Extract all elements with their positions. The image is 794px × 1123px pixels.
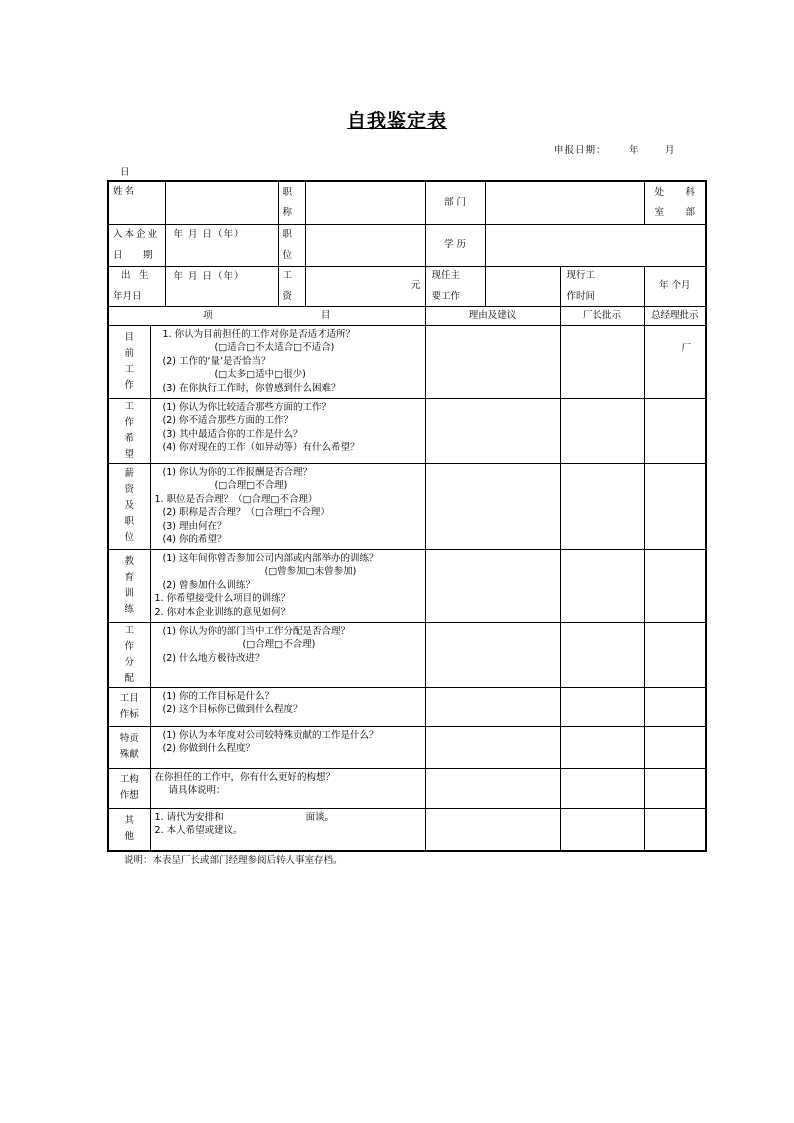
section-label-training: 教 育 训 练 — [108, 549, 150, 622]
work-hope-gm[interactable] — [644, 398, 706, 463]
work-allocation-reason[interactable] — [425, 622, 560, 687]
special-contribution-gm[interactable] — [644, 726, 706, 768]
section-label-special-contribution: 特贡 殊献 — [108, 726, 150, 768]
apply-date-month: 月 — [665, 145, 675, 156]
yuan-unit: 元 — [411, 280, 421, 292]
special-contribution-factory[interactable] — [560, 726, 644, 768]
work-hope-factory[interactable] — [560, 398, 644, 463]
page-title: 自我鉴定表 — [346, 110, 447, 132]
position-field[interactable] — [305, 224, 425, 266]
name-label: 姓名 — [108, 181, 165, 224]
section-label-work-allocation: 工 作 分 配 — [108, 622, 150, 687]
work-ideas-gm[interactable] — [644, 768, 706, 808]
current-work-gm[interactable] — [644, 325, 706, 398]
job-title-field[interactable] — [305, 181, 425, 224]
name-field[interactable] — [165, 181, 278, 224]
education-field[interactable] — [485, 224, 706, 266]
other-questions: 1. 请代为安排和 面谈。 2. 本人希望或建议。 — [150, 808, 425, 851]
work-hope-questions: (1) 你认为你比较适合那些方面的工作？ (2) 你不适合那些方面的工作？ (3) 其中最适合你的工作是什么？ (4) 你对现在的工作（如异动等）有什么希望？ — [150, 398, 425, 463]
join-date-label: 入本企业 日 期 — [108, 224, 165, 266]
other-gm[interactable] — [644, 808, 706, 851]
current-tenure-label: 现行工 作时间 — [560, 266, 644, 306]
reason-header: 理由及建议 — [425, 306, 560, 325]
special-contribution-questions: (1) 你认为本年度对公司较特殊贡献的工作是什么？ (2) 你做到什么程度？ — [150, 726, 425, 768]
apply-date-day: 日 — [120, 167, 130, 178]
work-allocation-gm[interactable] — [644, 622, 706, 687]
position-label: 职 位 — [278, 224, 305, 266]
training-factory[interactable] — [560, 549, 644, 622]
section-label-work-hope: 工 作 希 望 — [108, 398, 150, 463]
salary-position-factory[interactable] — [560, 463, 644, 549]
work-allocation-questions: (1) 你认为你的部门当中工作分配是否合理？ (□合理□不合理) (2) 什么地方极待改进？ — [150, 622, 425, 687]
work-hope-reason[interactable] — [425, 398, 560, 463]
section-label-other: 其 他 — [108, 808, 150, 851]
section-label-work-ideas: 工构 作想 — [108, 768, 150, 808]
training-reason[interactable] — [425, 549, 560, 622]
work-goal-questions: (1) 你的工作目标是什么？ (2) 这个目标你已做到什么程度？ — [150, 687, 425, 726]
current-work-factory[interactable] — [560, 325, 644, 398]
other-reason[interactable] — [425, 808, 560, 851]
factory-approval-header: 厂长批示 — [560, 306, 644, 325]
current-work-reason[interactable] — [425, 325, 560, 398]
apply-date-year: 年 — [629, 145, 639, 156]
other-factory[interactable] — [560, 808, 644, 851]
section-label-current-work: 目 前 工 作 — [108, 325, 150, 398]
section-label-salary-position: 薪 资 及 职 位 — [108, 463, 150, 549]
work-ideas-factory[interactable] — [560, 768, 644, 808]
work-allocation-factory[interactable] — [560, 622, 644, 687]
work-goal-factory[interactable] — [560, 687, 644, 726]
work-ideas-questions: 在你担任的工作中，你有什么更好的构想？ 请具体说明： — [150, 768, 425, 808]
salary-position-reason[interactable] — [425, 463, 560, 549]
gm-approval-header: 总经理批示 — [644, 306, 706, 325]
training-gm[interactable] — [644, 549, 706, 622]
training-questions: (1) 这年间你曾否参加公司内部或内部举办的训练？ (□曾参加□未曾参加) (2) 曾参加什么训练？ 1. 你希望接受什么项目的训练？ 2. 你对本企业训练的意见如何？ — [150, 549, 425, 622]
department-label: 部 门 — [425, 181, 485, 224]
job-title-label: 职 称 — [278, 181, 305, 224]
factory-mark: 厂 — [681, 342, 692, 354]
salary-position-gm[interactable] — [644, 463, 706, 549]
current-job-field[interactable] — [485, 266, 560, 306]
join-date-value[interactable]: 年 月 日（年） — [165, 224, 278, 266]
salary-label: 工 资 — [278, 266, 305, 306]
special-contribution-reason[interactable] — [425, 726, 560, 768]
current-work-questions: 1. 你认为目前担任的工作对你是否适才适所？ (□适合□不太适合□不适合) (2) 工作的‘量’是否恰当？ (□太多□适中□很少) (3) 在你执行工作时，你曾感到什么困难？ — [150, 325, 425, 398]
apply-date-label: 申报日期： — [554, 145, 607, 156]
current-tenure-value[interactable]: 年 个月 — [644, 266, 706, 306]
work-goal-gm[interactable] — [644, 687, 706, 726]
section-label-work-goal: 工目 作标 — [108, 687, 150, 726]
salary-field[interactable] — [305, 266, 425, 306]
department-field[interactable] — [485, 181, 644, 224]
education-label: 学 历 — [425, 224, 485, 266]
current-job-label: 现任主 要工作 — [425, 266, 485, 306]
self-assessment-form — [107, 180, 707, 852]
birth-date-label: 出 生 年月日 — [108, 266, 165, 306]
footnote: 说明：本表呈厂长或部门经理参阅后转人事室存档。 — [124, 855, 343, 866]
work-ideas-reason[interactable] — [425, 768, 560, 808]
birth-date-value[interactable]: 年 月 日（年） — [165, 266, 278, 306]
salary-position-questions: (1) 你认为你的工作报酬是否合理？ (□合理□不合理) 1. 职位是否合理？（□合理□不合理） (2) 职称是否合理？（□合理□不合理） (3) 理由何在？ (4) 你的希望？ — [150, 463, 425, 549]
office-units: 处 科 室 部 — [644, 181, 706, 224]
item-header: 项 目 — [108, 306, 425, 325]
work-goal-reason[interactable] — [425, 687, 560, 726]
